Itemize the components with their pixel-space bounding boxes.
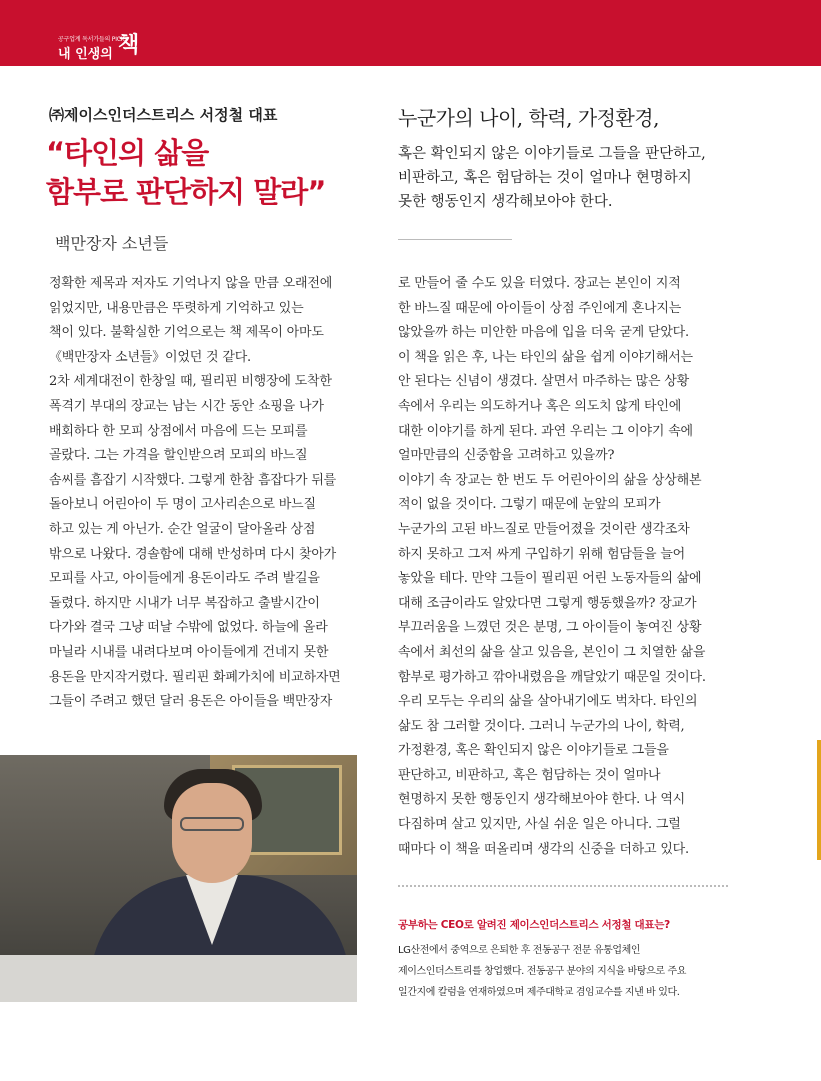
- body-line: 현명하지 못한 행동인지 생각해보아야 한다. 나 역시: [398, 792, 686, 808]
- body-line: 놓았을 테다. 만약 그들이 필리핀 어린 노동자들의 삶에: [398, 571, 702, 587]
- body-line: 2차 세계대전이 한창일 때, 필리핀 비행장에 도착한: [49, 374, 332, 390]
- body-line: 가정환경, 혹은 확인되지 않은 이야기들로 그들을: [398, 743, 669, 759]
- profile-heading: 공부하는 CEO로 알려진 제이스인더스트리스 서정철 대표는?: [398, 919, 670, 931]
- pull-quote-body: [398, 142, 778, 214]
- pull-quote-head: 누군가의 나이, 학력, 가정환경,: [398, 106, 659, 130]
- body-line: 삶도 참 그러할 것이다. 그러니 누군가의 나이, 학력,: [398, 718, 685, 734]
- company-name: ㈜제이스인더스트리스 서정철 대표: [49, 106, 278, 124]
- body-line: 배회하다 한 모피 상점에서 마음에 드는 모피를: [49, 423, 308, 439]
- body-line: 마닐라 시내를 내려다보며 아이들에게 건네지 못한: [49, 644, 329, 660]
- body-line: 그들이 주려고 했던 달러 용돈은 아이들을 백만장자: [49, 694, 333, 710]
- body-line: 대한 이야기를 하게 된다. 과연 우리는 그 이야기 속에: [398, 423, 693, 439]
- body-line: 솜씨를 흠잡기 시작했다. 그렇게 한참 흠잡다가 뒤를: [49, 472, 337, 488]
- body-column-left: [49, 272, 359, 715]
- body-line: 얼마만큼의 신중함을 고려하고 있을까?: [398, 448, 615, 464]
- portrait-desk: [0, 955, 357, 1002]
- body-line: 다가와 결국 그냥 떠날 수밖에 없었다. 하늘에 올라: [49, 620, 328, 636]
- pull-quote-line: 못한 행동인지 생각해보아야 한다.: [398, 194, 613, 210]
- body-line: 속에서 최선의 삶을 살고 있음을, 본인이 그 치열한 삶을: [398, 644, 706, 660]
- section-title-highlight: 책: [118, 33, 140, 58]
- pull-quote-line: 비판하고, 혹은 험담하는 것이 얼마나 현명하지: [398, 170, 692, 186]
- body-line: 우리 모두는 우리의 삶을 살아내기에도 벅차다. 타인의: [398, 694, 698, 710]
- profile-line: LG산전에서 중역으로 은퇴한 후 전동공구 전문 유통업체인: [398, 945, 641, 956]
- body-line: 책이 있다. 불확실한 기억으로는 책 제목이 아마도: [49, 325, 324, 341]
- body-line: 이 책을 읽은 후, 나는 타인의 삶을 쉽게 이야기해서는: [398, 349, 693, 365]
- portrait-face: [172, 783, 252, 883]
- divider: [398, 239, 512, 240]
- body-line: 골랐다. 그는 가격을 할인받으려 모피의 바느질: [49, 448, 308, 464]
- body-line: 안 된다는 신념이 생겼다. 살면서 마주하는 많은 상황: [398, 374, 689, 390]
- body-line: 돌렸다. 하지만 시내가 너무 복잡하고 출발시간이: [49, 595, 320, 611]
- body-line: 속에서 우리는 의도하거나 혹은 의도치 않게 타인에: [398, 398, 682, 414]
- body-line: 돌아보니 어린아이 두 명이 고사리손으로 바느질: [49, 497, 316, 513]
- body-line: 용돈을 만지작거렸다. 필리핀 화폐가치에 비교하자면: [49, 669, 341, 685]
- headline-line: 함부로 판단하지 말라”: [46, 175, 326, 209]
- body-line: 않았을까 하는 미안한 마음에 입을 더욱 굳게 닫았다.: [398, 325, 689, 341]
- body-line: 하지 못하고 그저 싸게 구입하기 위해 험담들을 늘어: [398, 546, 686, 562]
- section-tagline: 공구업계 독서가들의 PICK: [58, 36, 125, 43]
- book-title: 백만장자 소년들: [55, 234, 169, 253]
- profile-line: 일간지에 칼럼을 연재하였으며 제주대학교 겸임교수를 지낸 바 있다.: [398, 987, 680, 998]
- body-line: 함부로 평가하고 깎아내렸음을 깨달았기 때문일 것이다.: [398, 669, 706, 685]
- article-headline: [46, 134, 325, 212]
- dotted-divider: [398, 885, 728, 887]
- body-line: 판단하고, 비판하고, 혹은 험담하는 것이 얼마나: [398, 767, 661, 783]
- pull-quote-line: 혹은 확인되지 않은 이야기들로 그들을 판단하고,: [398, 146, 706, 162]
- body-line: 적이 없을 것이다. 그렇기 때문에 눈앞의 모피가: [398, 497, 661, 513]
- body-line: 때마다 이 책을 떠올리며 생각의 신중을 더하고 있다.: [398, 841, 689, 857]
- page-edge-marker: [817, 740, 821, 860]
- body-line: 대해 조금이라도 알았다면 그렇게 행동했을까? 장교가: [398, 595, 697, 611]
- body-line: 이야기 속 장교는 한 번도 두 어린아이의 삶을 상상해본: [398, 472, 702, 488]
- body-line: 정확한 제목과 저자도 기억나지 않을 만큼 오래전에: [49, 276, 333, 291]
- body-line: 《백만장자 소년들》이었던 것 같다.: [49, 349, 251, 365]
- body-line: 누군가의 고된 바느질로 만들어졌을 것이란 생각조차: [398, 521, 690, 537]
- body-line: 다짐하며 살고 있지만, 사실 쉬운 일은 아니다. 그럴: [398, 817, 681, 833]
- body-line: 로 만들어 줄 수도 있을 터였다. 장교는 본인이 지적: [398, 276, 681, 291]
- header-bar: [0, 0, 821, 66]
- body-line: 폭격기 부대의 장교는 남는 시간 동안 쇼핑을 나가: [49, 398, 324, 414]
- section-title: 내 인생의: [58, 47, 113, 62]
- body-line: 읽었지만, 내용만큼은 뚜렷하게 기억하고 있는: [49, 300, 304, 316]
- headline-line: “타인의 삶을: [46, 136, 209, 170]
- profile-line: 제이스인더스트리를 창업했다. 전동공구 분야의 지식을 바탕으로 주요: [398, 966, 686, 977]
- body-line: 부끄러움을 느꼈던 것은 분명, 그 아이들이 놓여진 상황: [398, 620, 702, 636]
- body-line: 밖으로 나왔다. 경솔함에 대해 반성하며 다시 찾아가: [49, 546, 337, 562]
- body-line: 하고 있는 게 아닌가. 순간 얼굴이 달아올라 상점: [49, 521, 316, 537]
- ceo-portrait-photo: [0, 755, 357, 1002]
- portrait-glasses: [180, 817, 244, 831]
- body-line: 한 바느질 때문에 아이들이 상점 주인에게 혼나지는: [398, 300, 682, 316]
- body-column-right: [398, 272, 728, 862]
- body-line: 모피를 사고, 아이들에게 용돈이라도 주려 발길을: [49, 571, 320, 587]
- profile-text: [398, 940, 686, 1003]
